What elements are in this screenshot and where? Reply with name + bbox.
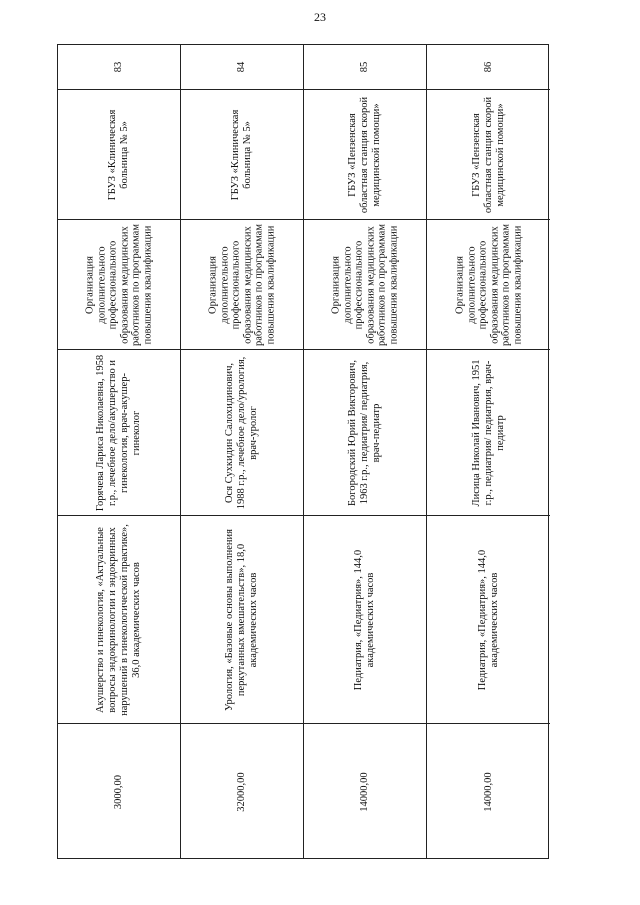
institution-cell <box>181 89 303 219</box>
amount-cell <box>427 723 550 860</box>
institution-cell <box>58 89 180 219</box>
row-number: 85 <box>359 61 370 73</box>
course-cell <box>304 515 426 723</box>
row-number-cell <box>58 45 180 89</box>
amount-cell <box>181 723 303 860</box>
program-cell <box>427 219 550 349</box>
institution-name: ГБУЗ «Клиническая больница № 5» <box>107 109 130 200</box>
program-type: Организация дополнительного профессионального образования медицинских работников по программам повышения квалификации <box>207 223 276 346</box>
table-row <box>427 45 550 858</box>
institution-name: ГБУЗ «Пензенская областная станция скорой медицинской помощи» <box>347 96 382 213</box>
program-type: Организация дополнительного профессионального образования медицинских работников по программам повышения квалификации <box>454 223 523 346</box>
course-cell <box>58 515 180 723</box>
data-table <box>57 44 549 859</box>
person-info: Богородский Юрий Викторович, 1963 г.р., педиатрия/ педиатрия, врач-педиатр <box>347 359 382 506</box>
row-number-cell <box>304 45 426 89</box>
table-row <box>181 45 304 858</box>
person-info: Лисица Николай Иванович, 1951 г.р., педиатрия/ педиатрия, врач-педиатр <box>470 359 506 506</box>
person-cell <box>427 349 550 515</box>
amount: 3000,00 <box>113 774 124 810</box>
course-info: Урология, «Базовые основы выполнения перкутанных вмешательств», 18,0 академических часов <box>224 528 259 711</box>
course-info: Педиатрия, «Педиатрия», 144,0 академических часов <box>353 549 376 690</box>
person-info: Горячева Лариса Николаевна, 1958 г.р., лечебное дело/акушерство и гинекология, врач-акушер-гинеколог <box>95 354 142 511</box>
course-info: Педиатрия, «Педиатрия», 144,0 академических часов <box>476 549 500 690</box>
program-cell <box>58 219 180 349</box>
row-number: 84 <box>236 61 247 73</box>
person-cell <box>58 349 180 515</box>
person-info: Ося Сухкидин Салохидинович, 1988 г.р., лечебное дело/урология, врач-уролог <box>224 356 259 509</box>
amount-cell <box>58 723 180 860</box>
row-number-cell <box>427 45 550 89</box>
course-cell <box>181 515 303 723</box>
amount: 32000,00 <box>236 772 247 812</box>
program-type: Организация дополнительного профессионального образования медицинских работников по программам повышения квалификации <box>330 223 399 346</box>
course-info: Акушерство и гинекология, «Актуальные вопросы эндокринологии и эндокринных нарушений в гинекологической практике», 36,0 академических часов <box>95 523 142 716</box>
program-cell <box>304 219 426 349</box>
institution-name: ГБУЗ «Клиническая больница № 5» <box>230 109 253 200</box>
institution-name: ГБУЗ «Пензенская областная станция скорой медицинской помощи» <box>470 96 506 213</box>
amount: 14000,00 <box>359 772 370 812</box>
row-number: 86 <box>482 61 494 73</box>
row-number-cell <box>181 45 303 89</box>
row-number: 83 <box>113 61 124 73</box>
amount-cell <box>304 723 426 860</box>
page-number: 23 <box>314 10 326 24</box>
course-cell <box>427 515 550 723</box>
table-row <box>58 45 181 858</box>
program-type: Организация дополнительного профессионального образования медицинских работников по программам повышения квалификации <box>84 223 153 346</box>
institution-cell <box>427 89 550 219</box>
program-cell <box>181 219 303 349</box>
person-cell <box>181 349 303 515</box>
institution-cell <box>304 89 426 219</box>
amount: 14000,00 <box>482 772 494 812</box>
table-row <box>304 45 427 858</box>
person-cell <box>304 349 426 515</box>
